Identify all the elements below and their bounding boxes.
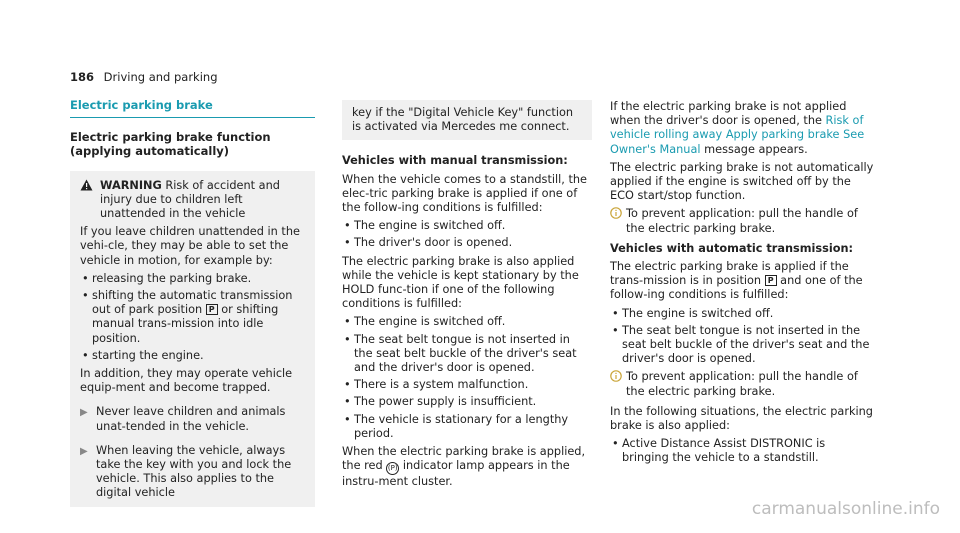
following-list: [610, 437, 875, 465]
hold-intro: The electric parking brake is also applied while the vehicle is kept stationary by the HOLD func-tion if one of the following conditions is fulfilled:: [342, 254, 579, 311]
list-item: • The engine is switched off.: [342, 315, 592, 329]
park-position-icon: P: [206, 304, 218, 315]
auto-list: [610, 307, 875, 367]
eco-paragraph: The electric parking brake is not automatically applied if the engine is switched off by the ECO start/stop function.: [610, 160, 874, 203]
list-item: • The engine is switched off.: [610, 307, 875, 321]
watermark: carmanualsonline.info: [751, 499, 940, 519]
list-item: • releasing the parking brake.: [80, 272, 307, 286]
section-name: Driving and parking: [103, 70, 218, 84]
list-item: • The seat belt tongue is not inserted in the seat belt buckle of the driver's seat and the driver's door is opened.: [342, 333, 592, 376]
list-item: • The power supply is insufficient.: [342, 395, 592, 409]
warning-body: If you leave children unattended in the vehi-cle, they may be able to set the vehicle in motion, for example by:: [80, 225, 300, 267]
warning-list: [80, 272, 307, 363]
warning-after: In addition, they may operate vehicle equip-ment and become trapped.: [80, 367, 293, 395]
column-2: [342, 100, 592, 493]
list-item: • starting the engine.: [80, 349, 307, 363]
arrow-icon: ▶: [80, 445, 88, 457]
auto-intro: The electric parking brake is applied if the trans-mission is in position P and one of the follow-ing conditions is fulfilled:: [610, 260, 863, 302]
warning-head: [80, 179, 307, 226]
subsection-title: Electric parking brake function (applying automatically): [70, 130, 271, 159]
page-number: 186: [70, 70, 95, 84]
column-3: [610, 100, 875, 470]
display-message: Risk of vehicle rolling away Apply parking brake See Owner's Manual: [610, 114, 865, 156]
warning-icon: [80, 179, 94, 226]
page-header: [70, 70, 218, 84]
arrow-icon: ▶: [80, 407, 88, 419]
applied-text: When the electric parking brake is applied, the red (P) indicator lamp appears in the instru-ment cluster.: [342, 445, 586, 489]
list-item: • The seat belt tongue is not inserted in the seat belt buckle of the driver's seat and the driver's door is opened.: [610, 324, 875, 367]
list-item: • shifting the automatic transmission out of park position P or shifting manual trans-mission into idle position.: [80, 289, 307, 346]
note-2: ▶ When leaving the vehicle, always take the key with you and lock the vehicle. This also applies to the digital vehicle: [80, 443, 292, 500]
list-item: • There is a system malfunction.: [342, 378, 592, 392]
list-item: • The driver's door is opened.: [342, 236, 592, 250]
info-icon: [610, 370, 626, 398]
warning-box: [70, 171, 315, 507]
auto-title: Vehicles with automatic transmission:: [610, 241, 854, 255]
hold-list: [342, 315, 592, 441]
warning-label: WARNING: [100, 178, 162, 192]
column-1: [70, 98, 315, 507]
door-paragraph: If the electric parking brake is not applied when the driver's door is opened, the Risk of vehicle rolling away Apply parking brake See Owner's Manual message appears.: [610, 100, 865, 156]
manual-title: Vehicles with manual transmission:: [342, 154, 568, 168]
list-item: • Active Distance Assist DISTRONIC is bringing the vehicle to a standstill.: [610, 437, 875, 465]
following-intro: In the following situations, the electric parking brake is also applied:: [610, 404, 873, 433]
list-item: • The engine is switched off.: [342, 219, 592, 233]
park-position-icon: P: [765, 275, 777, 286]
info-note-2: To prevent application: pull the handle of the electric parking brake.: [610, 370, 875, 398]
manual-list: [342, 219, 592, 250]
list-item: • The vehicle is stationary for a lengthy period.: [342, 413, 592, 441]
section-title: Electric parking brake: [70, 98, 315, 118]
manual-intro: When the vehicle comes to a standstill, the elec-tric parking brake is applied if one of the follow-ing conditions is fulfilled:: [342, 172, 588, 215]
parking-brake-lamp-icon: (P): [386, 462, 399, 475]
info-note-1: To prevent application: pull the handle of the electric parking brake.: [610, 207, 875, 235]
warning-box-continued: key if the "Digital Vehicle Key" function is activated via Mercedes me connect.: [342, 100, 592, 140]
warning-head-text: Risk of accident and injury due to children left unattended in the vehicle: [100, 178, 280, 221]
note-1: ▶ Never leave children and animals unat-tended in the vehicle.: [80, 405, 286, 433]
info-icon: [610, 207, 626, 235]
